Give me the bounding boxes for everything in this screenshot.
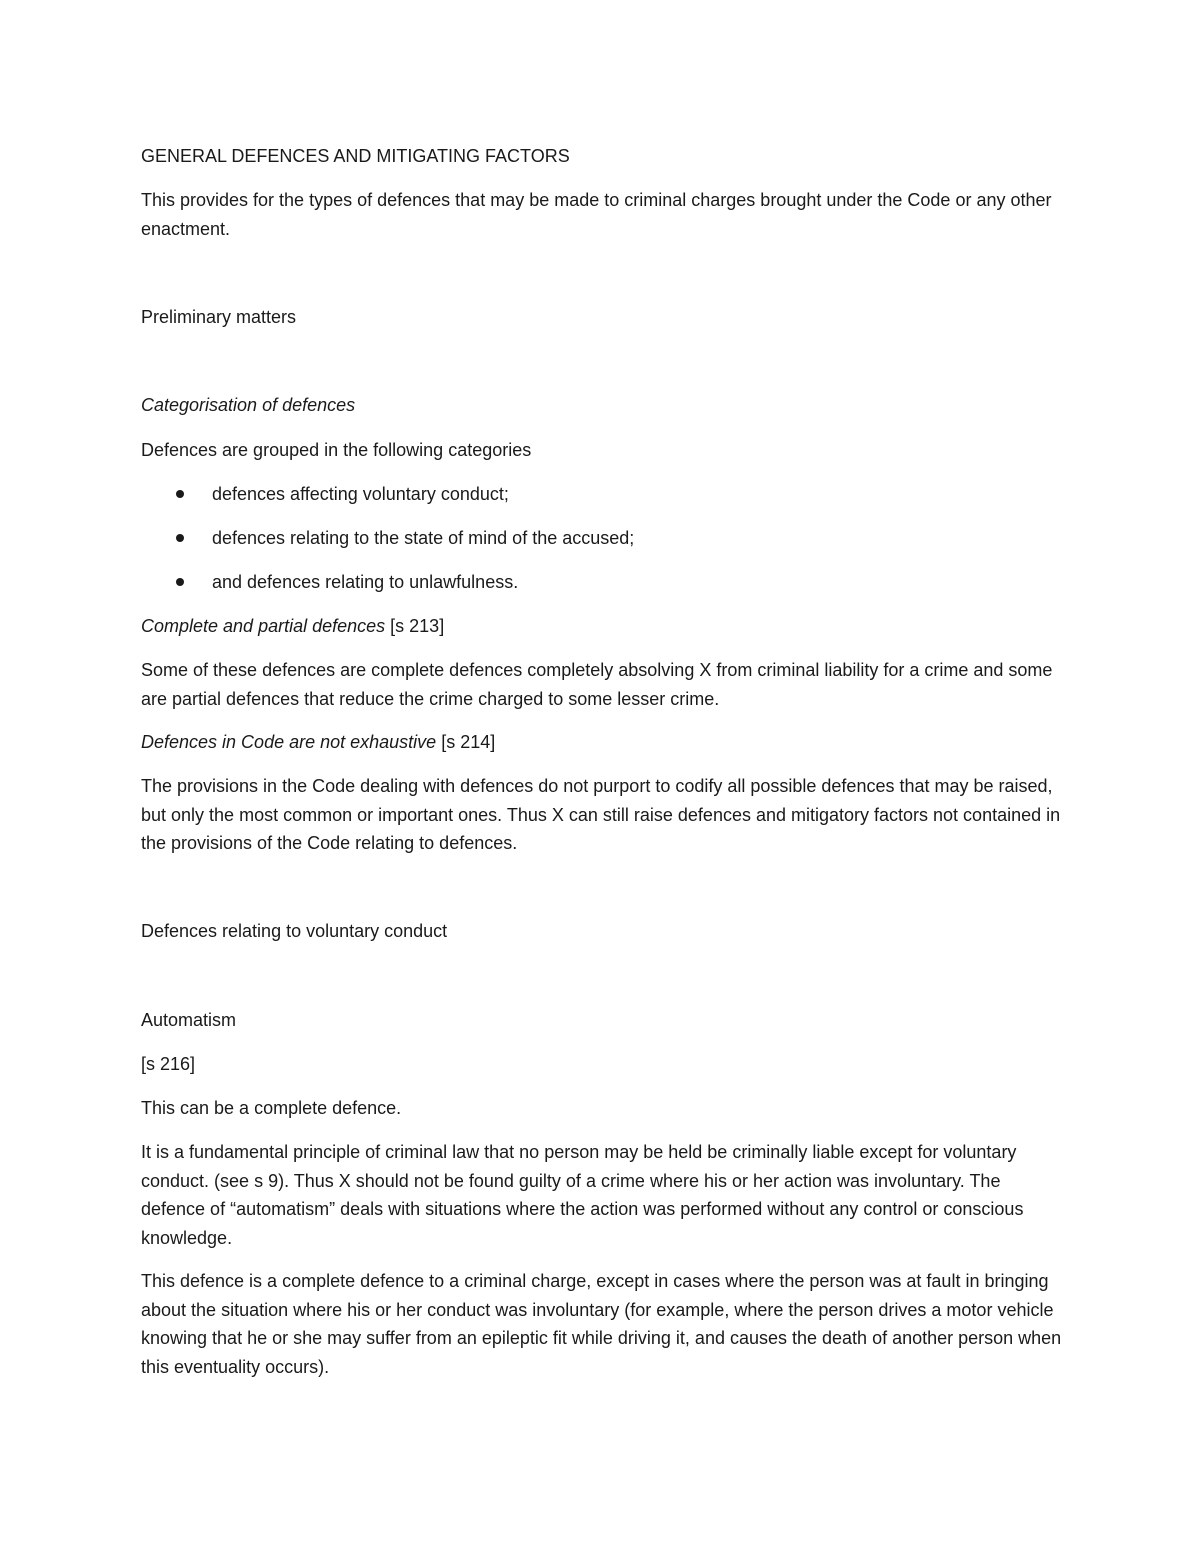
not-exhaustive-body: The provisions in the Code dealing with defences do not purport to codify all possible defences that may be raised, but only the most common or important ones. Thus X can still raise defences and mitigatory factors not contained in the provisions of the Code relating to defences. (141, 776, 1061, 853)
list-item (141, 524, 1041, 568)
categorisation-heading: Categorisation of defences (141, 395, 356, 415)
automatism-paragraph-2: This defence is a complete defence to a criminal charge, except in cases where the person was at fault in bringing about the situation where his or her conduct was involuntary (for example, where the person drives a motor vehicle knowing that he or she may suffer from an epileptic fit while driving it, and causes the death of another person when this eventuality occurs). (141, 1271, 1062, 1377)
complete-partial-ref: [s 213] (385, 616, 445, 636)
automatism-summary: This can be a complete defence. (141, 1098, 402, 1118)
list-item (141, 568, 1041, 612)
automatism-heading: Automatism (141, 1010, 237, 1030)
list-item-text: defences relating to the state of mind of the accused; (212, 528, 635, 548)
list-item-text: and defences relating to unlawfulness. (212, 572, 519, 592)
complete-partial-body: Some of these defences are complete defences completely absolving X from criminal liability for a crime and some are partial defences that reduce the crime charged to some lesser crime. (141, 660, 1053, 709)
list-item (141, 480, 1041, 524)
not-exhaustive-title: Defences in Code are not exhaustive (141, 732, 437, 752)
automatism-paragraph-1: It is a fundamental principle of criminal law that no person may be held be criminally liable except for voluntary conduct. (see s 9). Thus X should not be found guilty of a crime where his or her action was involuntary. The defence of “automatism” deals with situations where the action was performed without any control or conscious knowledge. (141, 1142, 1024, 1248)
not-exhaustive-ref: [s 214] (436, 732, 496, 752)
preliminary-heading: Preliminary matters (141, 307, 297, 327)
bullet-icon (176, 578, 184, 586)
not-exhaustive-heading (141, 728, 1066, 757)
voluntary-conduct-heading: Defences relating to voluntary conduct (141, 921, 448, 941)
automatism-ref: [s 216] (141, 1054, 196, 1074)
document-title: GENERAL DEFENCES AND MITIGATING FACTORS (141, 146, 570, 166)
list-item-text: defences affecting voluntary conduct; (212, 484, 509, 504)
intro-paragraph: This provides for the types of defences that may be made to criminal charges brought under the Code or any other enactment. (141, 190, 1052, 239)
complete-partial-heading (141, 612, 1066, 641)
bullet-icon (176, 490, 184, 498)
categories-list (141, 480, 1041, 612)
complete-partial-title: Complete and partial defences (141, 616, 386, 636)
bullet-icon (176, 534, 184, 542)
categorisation-lead: Defences are grouped in the following categories (141, 440, 532, 460)
